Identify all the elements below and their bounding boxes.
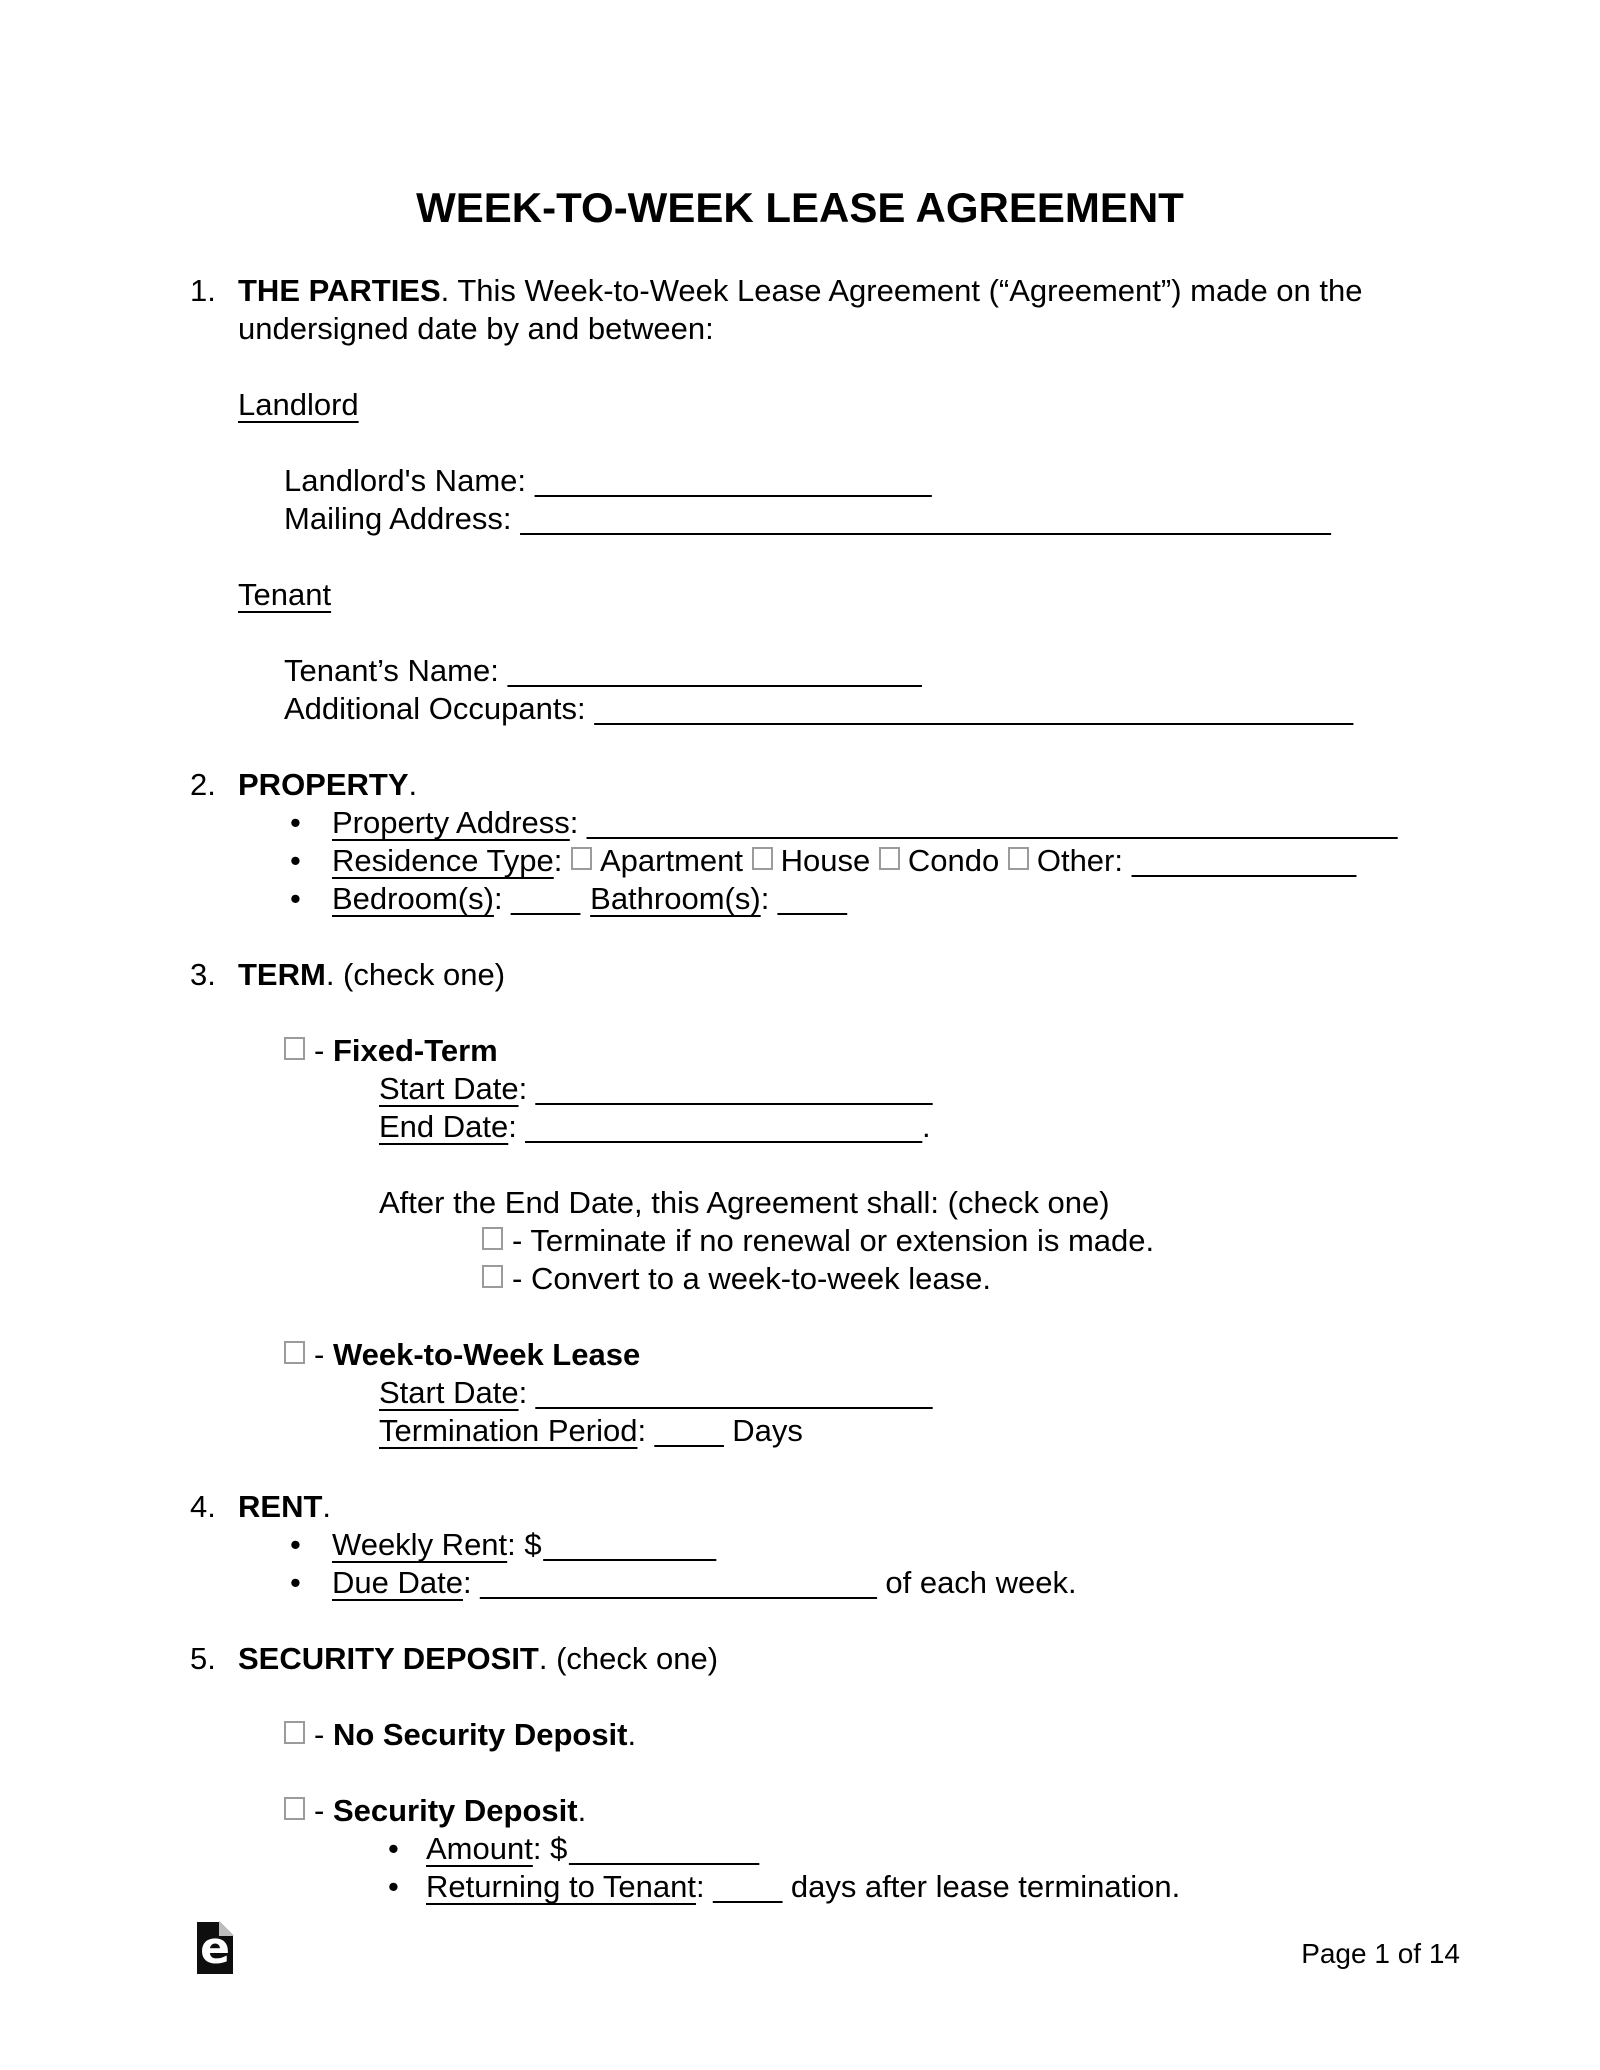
fixed-end-period: . [922,1109,931,1144]
due-date-item [332,1564,1410,1602]
termination-period-row [379,1412,1410,1450]
security-deposit-block [284,1792,1410,1830]
no-security-deposit-block [284,1716,1410,1754]
house-option-label: House [780,843,871,878]
residence-type-colon: : [553,843,571,878]
returning-colon: : [696,1869,714,1904]
terminate-option-label: Terminate if no renewal or extension is made. [530,1223,1155,1258]
amount-colon: : $ [532,1831,568,1866]
security-deposit-checkbox[interactable] [284,1797,305,1820]
document-title: WEEK-TO-WEEK LEASE AGREEMENT [416,184,1184,231]
other-option-blank[interactable]: _____________ [1132,843,1357,878]
weekly-start-label: Start Date [379,1375,519,1410]
property-address-item [332,804,1410,842]
property-bullet-list [332,804,1410,918]
no-security-deposit-row [284,1716,1410,1754]
week-to-week-label: Week-to-Week Lease [332,1337,641,1372]
week-to-week-checkbox[interactable] [284,1341,305,1364]
convert-checkbox[interactable] [482,1265,503,1288]
weekly-rent-item [332,1526,1410,1564]
termination-period-colon: : [637,1413,655,1448]
returning-label: Returning to Tenant [426,1869,697,1904]
fixed-end-row [379,1108,1410,1146]
deposit-heading-rest: . (check one) [538,1641,719,1676]
section-number-4: 4. [190,1489,216,1524]
apartment-option-label: Apartment [599,843,743,878]
parties-heading-bold: THE PARTIES [238,273,441,308]
after-end-date-block [379,1184,1410,1222]
bedrooms-colon: : [493,881,512,916]
amount-label: Amount [426,1831,533,1866]
landlord-name-row [284,462,1410,500]
after-end-date-text: After the End Date, this Agreement shall: (check one) [379,1185,1110,1220]
deposit-heading [238,1640,1410,1678]
property-heading-bold: PROPERTY [238,767,409,802]
terminate-option-row [482,1222,1410,1260]
residence-type-label: Residence Type [332,843,554,878]
convert-dash: - [512,1261,531,1296]
deposit-heading-bold: SECURITY DEPOSIT [238,1641,539,1676]
week-to-week-block [284,1336,1410,1374]
weekly-rent-colon: : $ [507,1527,542,1562]
bedrooms-label: Bedroom(s) [332,881,494,916]
term-heading [238,956,1410,994]
fixed-term-row [284,1032,1410,1070]
weekly-start-colon: : [518,1375,536,1410]
section-number-1: 1. [190,273,216,308]
amount-blank[interactable]: ___________ [569,1831,759,1866]
convert-option-row [482,1260,1410,1298]
section-number-2: 2. [190,767,216,802]
property-address-colon: : [569,805,588,840]
page-content [190,182,1410,1906]
weekly-start-blank[interactable]: _______________________ [535,1375,933,1410]
condo-option-label: Condo [907,843,1000,878]
security-deposit-bullet-list [426,1830,1410,1906]
no-security-deposit-dash: - [314,1717,333,1752]
week-to-week-dash: - [314,1337,333,1372]
no-security-deposit-checkbox[interactable] [284,1721,305,1744]
weekly-rent-label: Weekly Rent [332,1527,508,1562]
tenant-subheading: Tenant [238,577,332,612]
terminate-dash: - [512,1223,531,1258]
eforms-logo-letter: e [200,1923,230,1974]
bedrooms-blank[interactable]: ____ [511,881,581,916]
fixed-term-checkbox[interactable] [284,1037,305,1060]
mailing-address-row [284,500,1410,538]
mailing-address-label: Mailing Address: [284,501,512,536]
mailing-address-blank[interactable]: _______________________________________________ [520,501,1331,536]
bathrooms-colon: : [760,881,778,916]
fixed-term-fields [379,1070,1410,1146]
property-heading-period: . [408,767,418,802]
fixed-term-label: Fixed-Term [332,1033,498,1068]
section-number-5: 5. [190,1641,216,1676]
fixed-term-dash: - [314,1033,333,1068]
convert-option-label: Convert to a week-to-week lease. [530,1261,991,1296]
apartment-checkbox[interactable] [571,847,592,870]
bathrooms-label: Bathroom(s) [590,881,761,916]
fixed-start-label: Start Date [379,1071,519,1106]
section-the-parties [190,272,1410,728]
fixed-end-label: End Date [379,1109,509,1144]
eforms-logo [197,1922,233,1974]
section-security-deposit [190,1640,1410,1906]
tenant-name-label: Tenant’s Name: [284,653,499,688]
additional-occupants-blank[interactable]: ____________________________________________ [594,691,1354,726]
no-security-deposit-period: . [627,1717,637,1752]
termination-period-blank[interactable]: ____ [654,1413,724,1448]
term-heading-rest: . (check one) [325,957,506,992]
residence-type-item [332,842,1410,880]
returning-suffix: days after lease termination. [782,1869,1181,1904]
tenant-name-row [284,652,1410,690]
rent-heading-bold: RENT [238,1489,323,1524]
returning-blank[interactable]: ____ [713,1869,783,1904]
no-security-deposit-label: No Security Deposit [332,1717,628,1752]
after-end-date-options [482,1222,1410,1298]
rent-heading-period: . [322,1489,332,1524]
terminate-checkbox[interactable] [482,1227,503,1250]
section-property [190,766,1410,918]
page-number: Page 1 of 14 [1301,1938,1460,1969]
security-deposit-label: Security Deposit [332,1793,578,1828]
amount-item [426,1830,1410,1868]
section-rent [190,1488,1410,1602]
parties-heading-text: . This Week-to-Week Lease Agreement (“Agreement”) made on the undersigned date by and between: [238,273,1363,346]
condo-checkbox[interactable] [879,847,900,870]
due-date-suffix: of each week. [876,1565,1077,1600]
termination-period-suffix: Days [723,1413,803,1448]
property-heading [238,766,1410,804]
fixed-end-colon: : [508,1109,526,1144]
security-deposit-dash: - [314,1793,333,1828]
week-to-week-row [284,1336,1410,1374]
section-number-3: 3. [190,957,216,992]
house-checkbox[interactable] [752,847,773,870]
fixed-start-colon: : [518,1071,536,1106]
other-option-label: Other: [1036,843,1123,878]
fixed-end-blank[interactable]: _______________________ [525,1109,923,1144]
fixed-start-blank[interactable]: _______________________ [535,1071,933,1106]
property-address-label: Property Address [332,805,570,840]
rooms-item [332,880,1410,918]
returning-item [426,1868,1410,1906]
landlord-name-blank[interactable]: _______________________ [535,463,932,498]
landlord-subheading: Landlord [238,387,359,422]
term-heading-bold: TERM [238,957,326,992]
fixed-term-block [284,1032,1410,1070]
due-date-blank[interactable]: _______________________ [480,1565,877,1600]
bathrooms-blank[interactable]: ____ [777,881,847,916]
additional-occupants-row [284,690,1410,728]
tenant-fields [284,652,1410,728]
tenant-name-blank[interactable]: ________________________ [507,653,922,688]
additional-occupants-label: Additional Occupants: [284,691,586,726]
week-to-week-fields [379,1374,1410,1450]
due-date-label: Due Date [332,1565,463,1600]
security-deposit-row [284,1792,1410,1830]
landlord-fields [284,462,1410,538]
rent-bullet-list [332,1526,1410,1602]
fixed-start-row [379,1070,1410,1108]
landlord-name-label: Landlord's Name: [284,463,526,498]
rent-heading [238,1488,1410,1526]
parties-heading [238,272,1410,348]
due-date-colon: : [462,1565,481,1600]
property-address-blank[interactable]: _______________________________________________ [587,805,1398,840]
weekly-start-row [379,1374,1410,1412]
security-deposit-period: . [577,1793,587,1828]
weekly-rent-blank[interactable]: __________ [543,1527,717,1562]
termination-period-label: Termination Period [379,1413,638,1448]
other-checkbox[interactable] [1008,847,1029,870]
section-term [190,956,1410,1450]
